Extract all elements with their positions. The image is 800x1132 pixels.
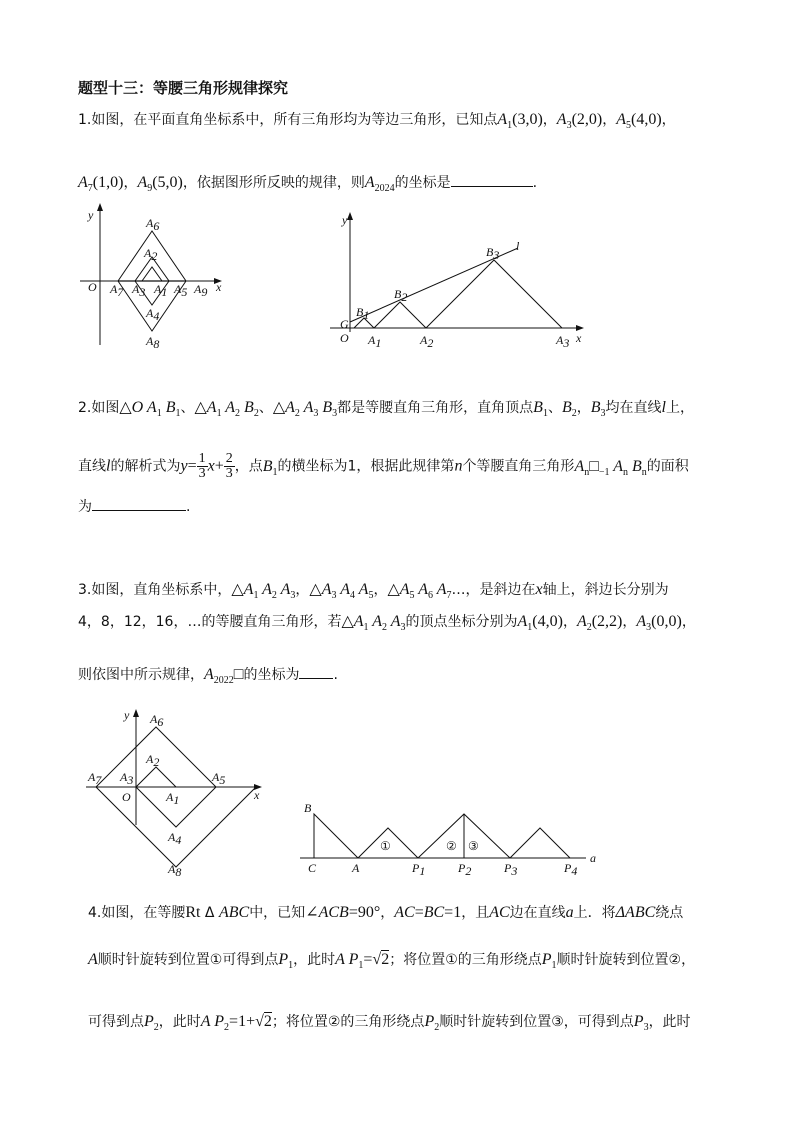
figure-3	[86, 705, 276, 879]
fig3-label-A5: A5	[212, 770, 226, 787]
fig2-label-B1: B1	[356, 305, 370, 322]
fig3-label-O: O	[122, 790, 131, 804]
fig3-label-A2: A2	[146, 752, 160, 769]
q4-line2: A顺时针旋转到位置①可得到点$P_1$，此时A $P_1=√2$；将位置①的三角形绕点$P_1$顺时针旋转到位置②，	[88, 951, 696, 972]
fig4-label-pos3: ③	[468, 839, 479, 853]
fig4-label-P1: P1	[412, 861, 426, 878]
q4-line1: 4.如图，在等腰Rt Δ ABC中，已知∠ACB=90°，AC=BC=1，且AC边在直线a上．将ΔABC绕点	[88, 904, 684, 921]
fig3-label-x: x	[254, 788, 260, 802]
q4-line3: 可得到点$P_2$，此时A $P_2=1+√2$；将位置②的三角形绕点$P_2$顺时针旋转到位置③，可得到点$P_3$，此时	[88, 1013, 691, 1034]
figure-4	[300, 800, 610, 880]
fig2-label-y: y	[342, 213, 348, 227]
fig4-label-A: A	[352, 861, 360, 875]
fig2-label-A3: A3	[556, 333, 570, 350]
q2-answer-blank	[92, 496, 186, 511]
fig2-label-A2: A2	[420, 333, 434, 350]
figure-1	[70, 205, 240, 355]
q3-answer-blank	[299, 664, 333, 679]
fig4-label-P3: P3	[504, 861, 518, 878]
fig4-label-B: B	[304, 801, 312, 815]
fig1-label-O: O	[88, 280, 97, 294]
q1-answer-blank	[451, 172, 533, 187]
fig2-label-B3: B3	[486, 245, 500, 262]
fig2-label-O: O	[340, 331, 349, 345]
fig2-label-B2: B2	[394, 287, 408, 304]
fig1-label-A2: A2	[144, 246, 158, 263]
figure-2	[330, 210, 600, 350]
fig1-label-x: x	[216, 280, 222, 294]
fig1-label-A4: A4	[146, 306, 160, 323]
q1-line2: $A_7(1,0)$，$A_9(5,0)$，依据图形所反映的规律，则$A_{2024}$的坐标是 .	[78, 174, 538, 195]
q2-line1: 2.如图△O $A_1$ $B_1$、$\triangle A_1$ $A_2$ $B_2$、$\triangle A_2$ $A_3$ $B_3$都是等腰直角三角形，直角顶点$B_1$、$B_2$，$B_3$均在直线l上，	[78, 399, 694, 420]
fig2-label-l: l	[516, 239, 520, 253]
q3-line3: 则依图中所示规律，$A_{2022}□$的坐标为 .	[78, 666, 338, 687]
fig1-label-A5: A5	[174, 282, 188, 299]
section-title: 题型十三：等腰三角形规律探究	[78, 79, 289, 97]
q1-suffix: ，依据图形所反映的规律，则	[182, 175, 365, 191]
fig1-label-A9: A9	[194, 282, 208, 299]
fig1-label-A1: A1	[154, 282, 168, 299]
fig1-label-A7: A7	[110, 282, 124, 299]
fig2-label-x: x	[576, 331, 582, 345]
fig3-label-A6: A6	[150, 712, 164, 729]
q3-line1: 3.如图，直角坐标系中，$\triangle A_1$ $A_2$ $A_3$，$\triangle A_3$ $A_4$ $A_5$，$\triangle A_5$ $A_6$ $A_7\dots$，是斜边在x轴上，斜边长分别为	[78, 581, 669, 602]
fig4-label-P2: P2	[458, 861, 472, 878]
fig2-label-A1: A1	[368, 333, 382, 350]
fig4-label-C: C	[308, 861, 317, 875]
fig3-label-A4: A4	[168, 830, 182, 847]
q2-line3: 为 .	[78, 496, 190, 517]
fig3-label-A7: A7	[88, 770, 102, 787]
fig3-label-A1: A1	[166, 790, 180, 807]
fig4-label-P4: P4	[564, 861, 578, 878]
fig1-label-A6: A6	[146, 216, 160, 233]
fig3-label-y: y	[124, 708, 130, 722]
fig4-label-pos1: ①	[380, 839, 391, 853]
q1-line1: 1.如图，在平面直角坐标系中，所有三角形均为等边三角形，已知点$A_1(3,0)$，$A_3(2,0)$，$A_5(4,0)$，	[78, 111, 676, 132]
fig1-label-y: y	[88, 208, 94, 222]
fig1-label-A8: A8	[146, 334, 160, 351]
fig3-label-A8: A8	[168, 862, 182, 879]
fig3-label-A3: A3	[120, 770, 134, 787]
fig1-label-A3: A3	[132, 282, 146, 299]
q1-prefix: 1.如图，在平面直角坐标系中，所有三角形均为等边三角形，已知点	[78, 112, 498, 128]
fig2-label-G: G	[340, 317, 349, 331]
q1-tail: 的坐标是	[394, 175, 451, 191]
q3-line2: 4，8，12，16，…的等腰直角三角形，若$\triangle A_1$ $A_2$ $A_3$的顶点坐标分别为$A_1(4,0)$，$A_2(2,2)$，$A_3(0,0)$，	[78, 613, 696, 634]
q2-line2: 直线l的解析式为y= $\frac{1}{3}$ x+ $\frac{2}{3}$ ，点$B_1$的横坐标为1，根据此规律第n个等腰直角三角形$A_n□_{-1}$ $A_n$ $B_n$的面积	[78, 451, 689, 481]
fig4-label-a: a	[590, 851, 596, 865]
fig4-label-pos2: ②	[446, 839, 457, 853]
